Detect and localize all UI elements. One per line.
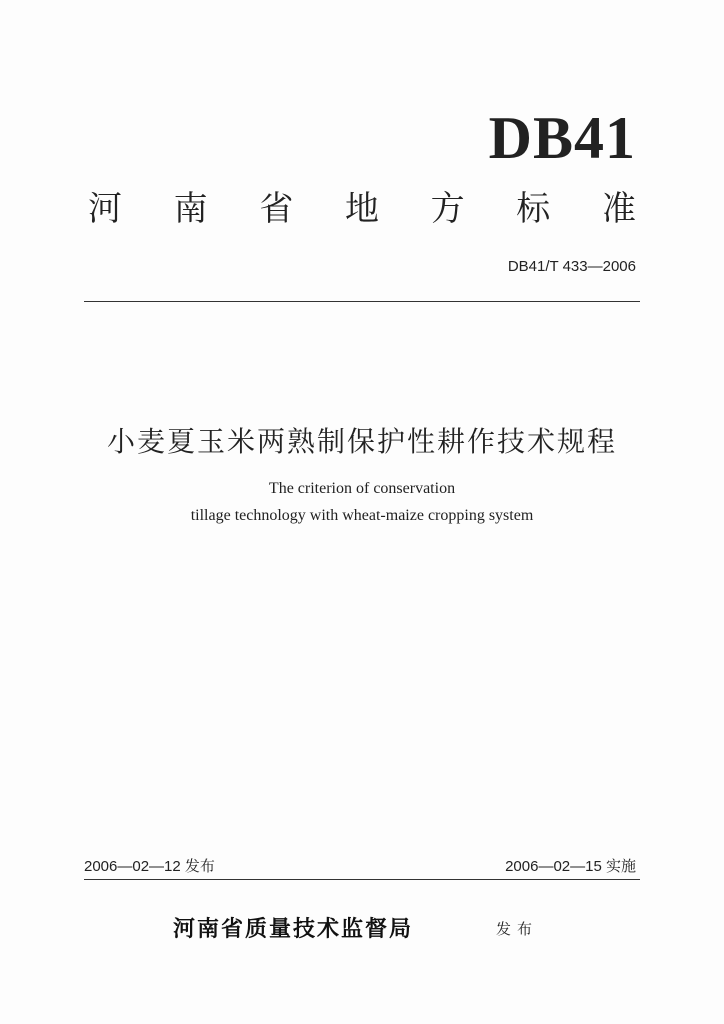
- standard-type-char: 南: [173, 189, 208, 229]
- standard-type-char: 准: [601, 189, 636, 229]
- standard-type-heading: [88, 189, 636, 229]
- standard-number: DB41/T 433—2006: [507, 258, 636, 275]
- issuing-authority-suffix: 发布: [496, 920, 539, 938]
- standard-type-char: 河: [88, 189, 122, 229]
- document-title-chinese: 小麦夏玉米两熟制保护性耕作技术规程: [106, 425, 617, 458]
- implementation-date: 2006—02—15 实施: [505, 858, 636, 875]
- document-title-english-line1: The criterion of conservation: [268, 480, 456, 497]
- issue-date: 2006—02—12 发布: [84, 858, 215, 875]
- standard-type-char: 标: [516, 189, 551, 229]
- header-divider: [84, 301, 640, 302]
- document-title-english-line2: tillage technology with wheat-maize cropping system: [190, 507, 534, 524]
- standard-code: DB41: [488, 105, 636, 171]
- standard-type-char: 方: [430, 189, 465, 229]
- standard-type-char: 省: [259, 189, 294, 229]
- footer-divider: [84, 879, 640, 880]
- issuing-authority: 河南省质量技术监督局: [173, 916, 414, 942]
- standard-type-char: 地: [344, 189, 379, 229]
